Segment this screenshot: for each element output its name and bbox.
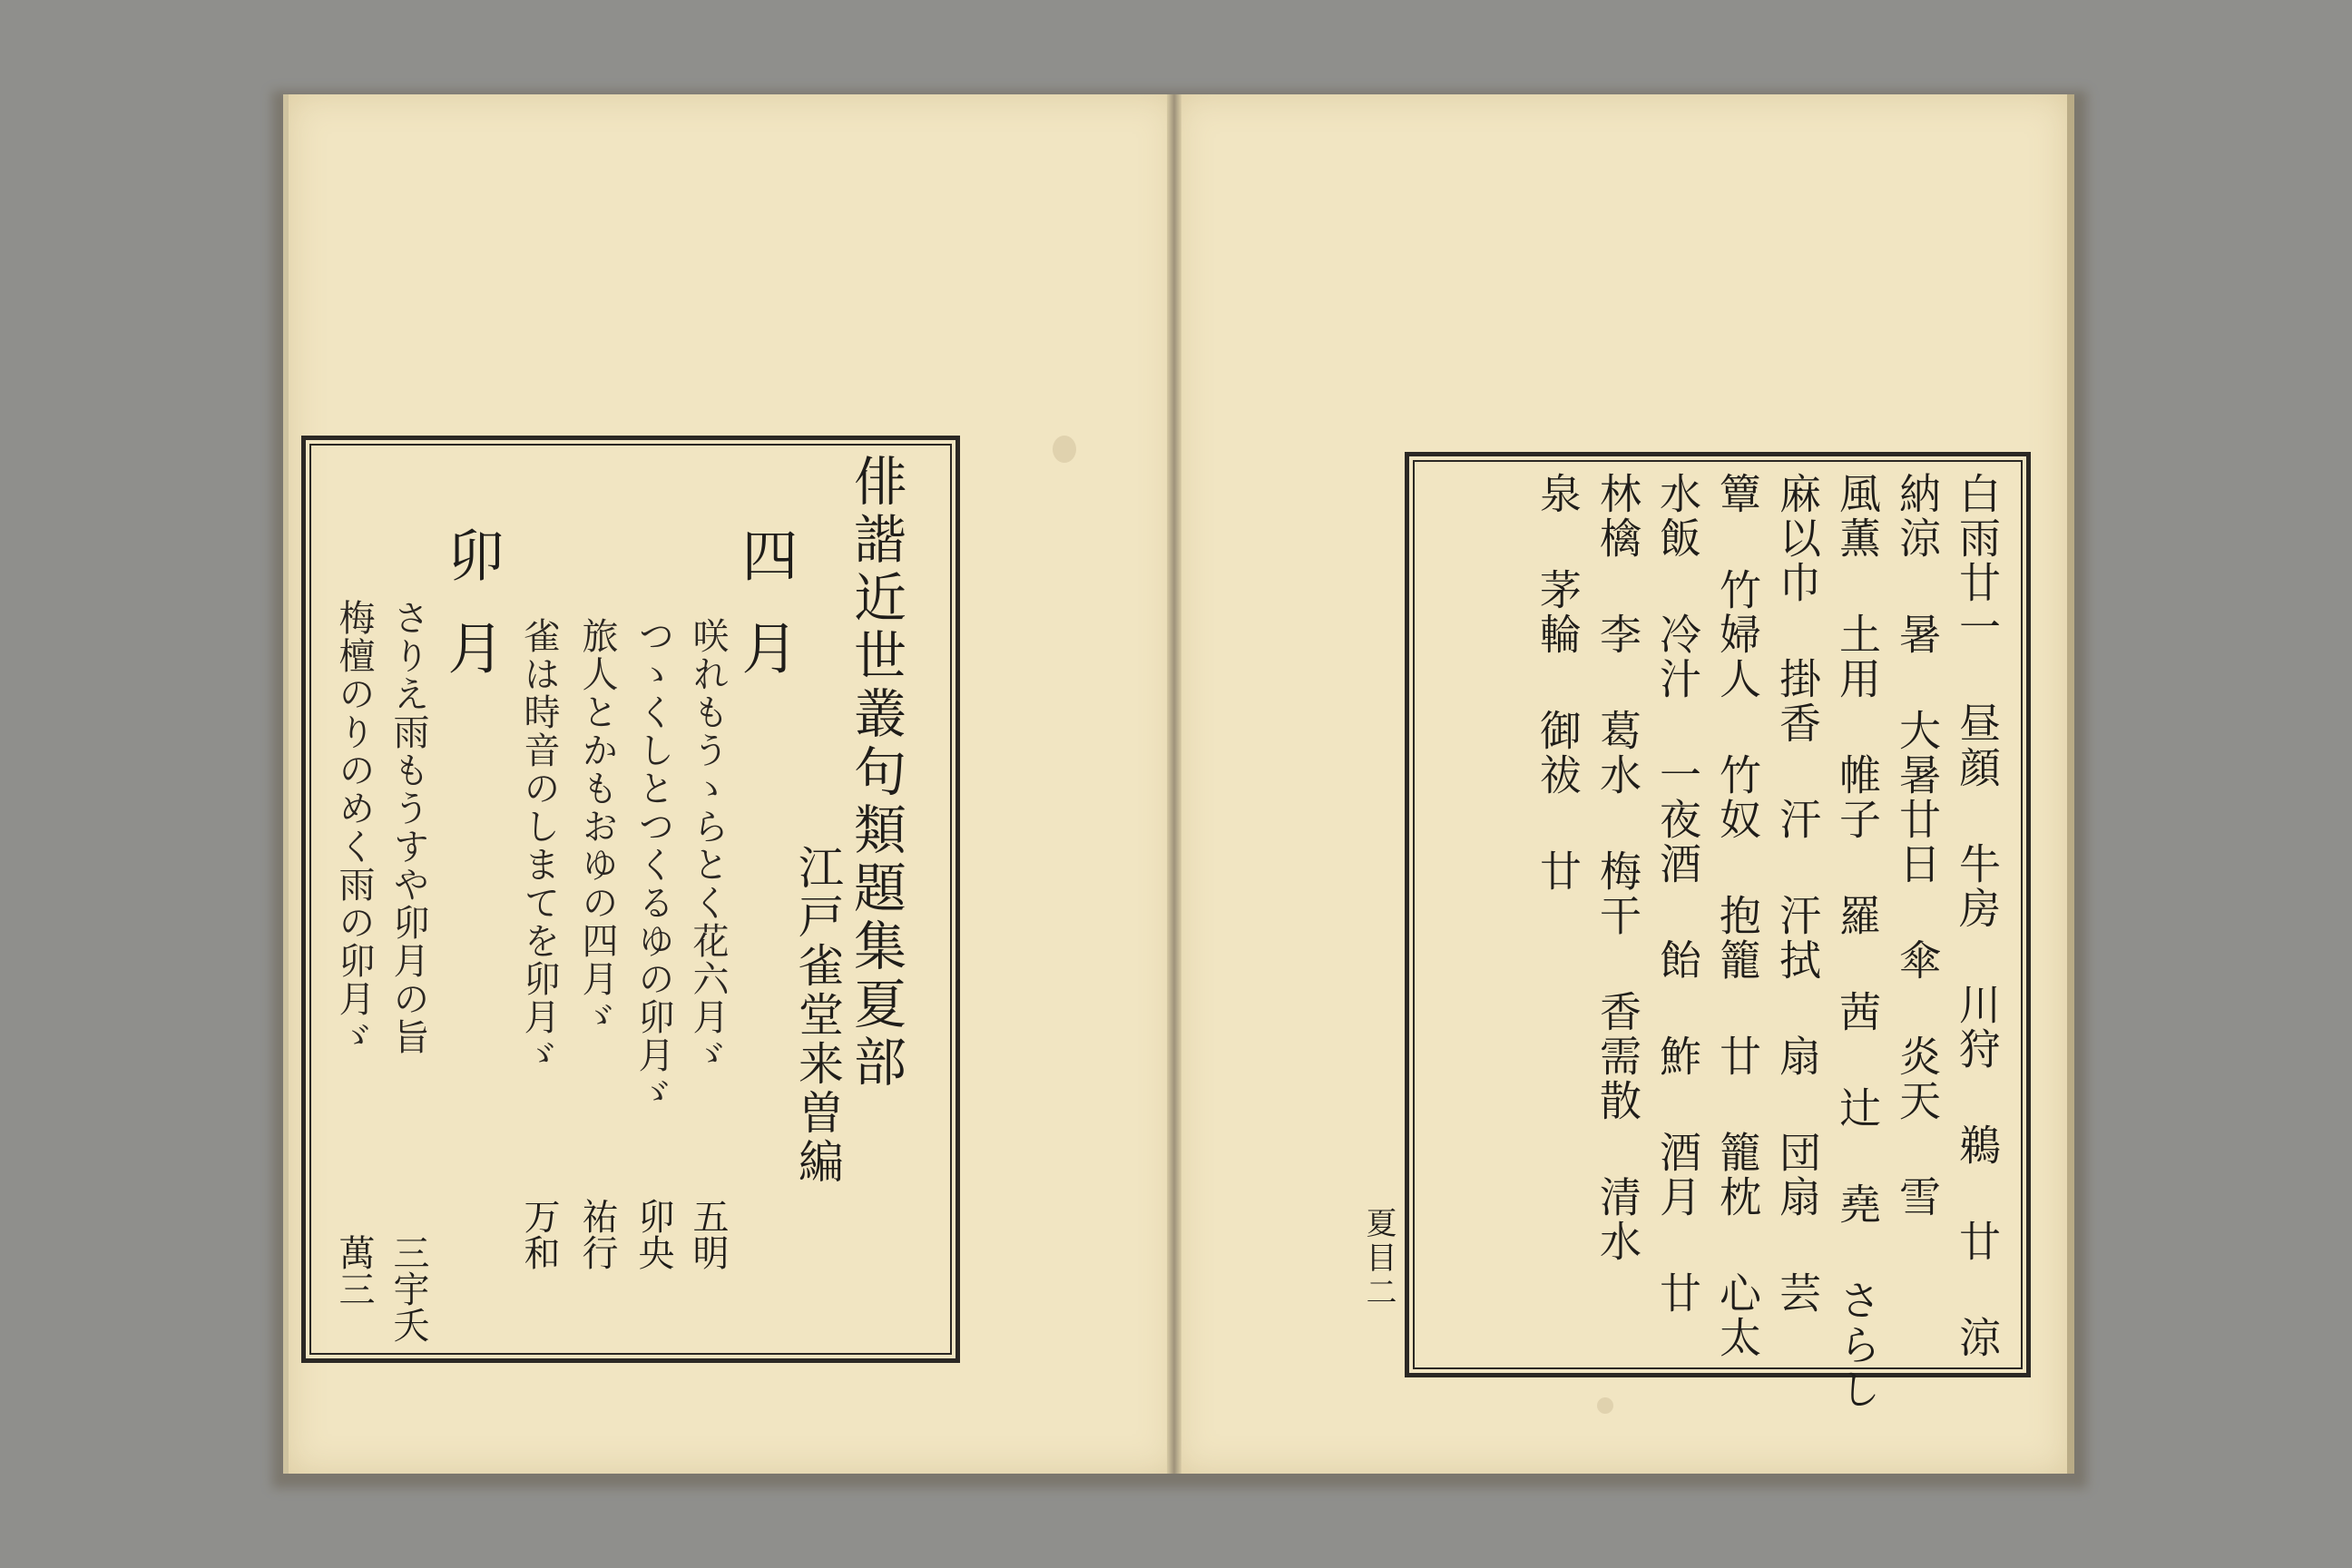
haiku-poet: 萬三 xyxy=(333,1234,375,1307)
haiku-poet: 卯央 xyxy=(632,1198,674,1270)
haiku-poet: 万和 xyxy=(518,1198,560,1270)
book-author: 江戸雀堂来曽編 xyxy=(791,844,844,1187)
haiku-verse: さりえ雨もうすや卯月の旨 xyxy=(387,599,429,1056)
haiku-verse: 梅檀のりのめく雨の卯月ゞ xyxy=(333,599,375,1056)
book-gutter xyxy=(1167,94,1181,1474)
paper-stain xyxy=(1053,436,1076,463)
index-column: 泉 茅輪 御祓 廿 xyxy=(1534,472,1583,894)
section-heading: 卯月 xyxy=(438,526,505,711)
index-column: 林檎 李 葛水 梅干 香需散 清水 xyxy=(1593,472,1642,1264)
haiku-verse: 旅人とかもおゆの四月ゞ xyxy=(576,617,618,1036)
haiku-poet: 五明 xyxy=(687,1198,729,1270)
haiku-poet: 三宇夭 xyxy=(387,1234,429,1343)
paper-stain xyxy=(1597,1397,1613,1414)
haiku-verse: 咲れもうゝらとく花六月ゞ xyxy=(687,617,729,1074)
index-column: 麻以巾 掛香 汗 汗拭 扇 団扇 芸 xyxy=(1773,472,1822,1316)
index-column: 白雨廿一 昼顔 牛房 川狩 鵜 廿 涼 xyxy=(1953,472,2002,1360)
haiku-verse: 雀は時音のしまてを卯月ゞ xyxy=(518,617,560,1074)
index-column: 簟 竹婦人 竹奴 抱籠 廿 籠枕 心太 xyxy=(1713,472,1762,1360)
haiku-poet: 祐行 xyxy=(576,1198,618,1270)
index-column: 水飯 冷汁 一夜酒 飴 鮓 酒月 廿 xyxy=(1653,472,1702,1316)
page-folio: 夏目二 xyxy=(1360,1207,1396,1310)
haiku-verse: つゝくしとつくるゆの卯月ゞ xyxy=(632,617,674,1112)
index-column: 風薫 土用 帷子 羅 茜 辻 堯 さらし xyxy=(1833,472,1882,1412)
section-heading: 四月 xyxy=(732,526,799,711)
book-title: 俳諧近世叢句類題集夏部 xyxy=(845,454,906,1093)
index-column: 納涼 暑 大暑廿日 傘 炎天 雪 xyxy=(1893,472,1942,1220)
